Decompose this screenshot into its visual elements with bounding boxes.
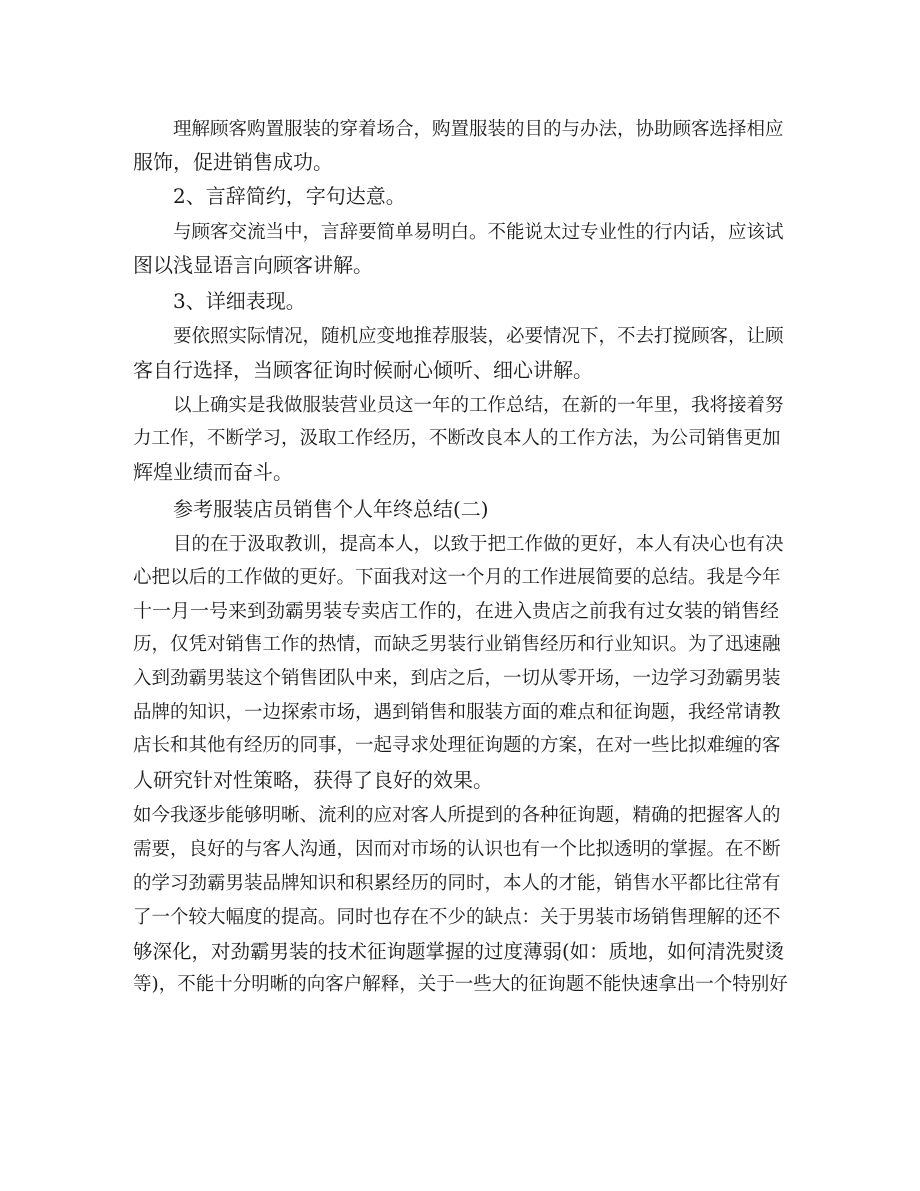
text-line: 等)，不能十分明晰的向客户解释，关于一些大的征询题不能快速拿出一个特别好 [133, 974, 788, 995]
text-line: 参考服装店员销售个人年终总结(二) [173, 497, 489, 521]
text-line: 店长和其他有经历的同事，一起寻求处理征询题的方案，在对一些比拟难缠的客 [133, 735, 781, 756]
text-line: 品牌的知识，一边探索市场，遇到销售和服装方面的难点和征询题，我经常请教 [133, 702, 781, 723]
text-line: 历，仅凭对销售工作的热情，而缺乏男装行业销售经历和行业知识。为了迅速融 [133, 634, 781, 655]
text-line: 以上确实是我做服装营业员这一年的工作总结，在新的一年里，我将接着努 [173, 395, 784, 416]
text-line: 如今我逐步能够明晰、流利的应对客人所提到的各种征询题，精确的把握客人的 [133, 805, 781, 826]
text-line: 够深化，对劲霸男装的技术征询题掌握的过度薄弱(如：质地，如何清洗熨烫 [133, 940, 785, 963]
text-line: 辉煌业绩而奋斗。 [133, 460, 293, 484]
text-line: 入到劲霸男装这个销售团队中来，到店之后，一切从零开场，一边学习劲霸男装 [133, 668, 781, 689]
text-line: 服饰，促进销售成功。 [133, 150, 333, 174]
text-line: 了一个较大幅度的提高。同时也存在不少的缺点：关于男装市场销售理解的还不 [133, 907, 781, 928]
text-line: 与顾客交流当中，言辞要简单易明白。不能说太过专业性的行内话，应该试 [173, 222, 784, 243]
text-line: 的学习劲霸男装品牌知识和积累经历的同时，本人的才能，销售水平都比往常有 [133, 873, 781, 894]
text-line: 十一月一号来到劲霸男装专卖店工作的，在进入贵店之前我有过女装的销售经 [133, 600, 780, 622]
text-line: 客自行选择，当顾客征询时候耐心倾听、细心讲解。 [133, 358, 593, 382]
text-line: 人研究针对性策略，获得了良好的效果。 [133, 768, 493, 792]
text-line: 2、言辞简约，字句达意。 [173, 184, 406, 208]
text-line: 力工作，不断学习，汲取工作经历，不断改良本人的工作方法，为公司销售更加 [133, 428, 781, 449]
text-line: 心把以后的工作做的更好。下面我对这一个月的工作进展简要的总结。我是今年 [133, 567, 781, 588]
text-line: 要依照实际情况，随机应变地推荐服装，必要情况下，不去打搅顾客，让顾 [173, 326, 784, 347]
text-line: 目的在于汲取教训，提高本人，以致于把工作做的更好，本人有决心也有决 [173, 534, 784, 555]
text-line: 3、详细表现。 [173, 289, 306, 313]
text-line: 理解顾客购置服装的穿着场合，购置服装的目的与办法，协助顾客选择相应 [173, 119, 784, 140]
text-line: 需要，良好的与客人沟通，因而对市场的认识也有一个比拟透明的掌握。在不断 [133, 839, 781, 860]
text-line: 图以浅显语言向顾客讲解。 [133, 253, 373, 277]
